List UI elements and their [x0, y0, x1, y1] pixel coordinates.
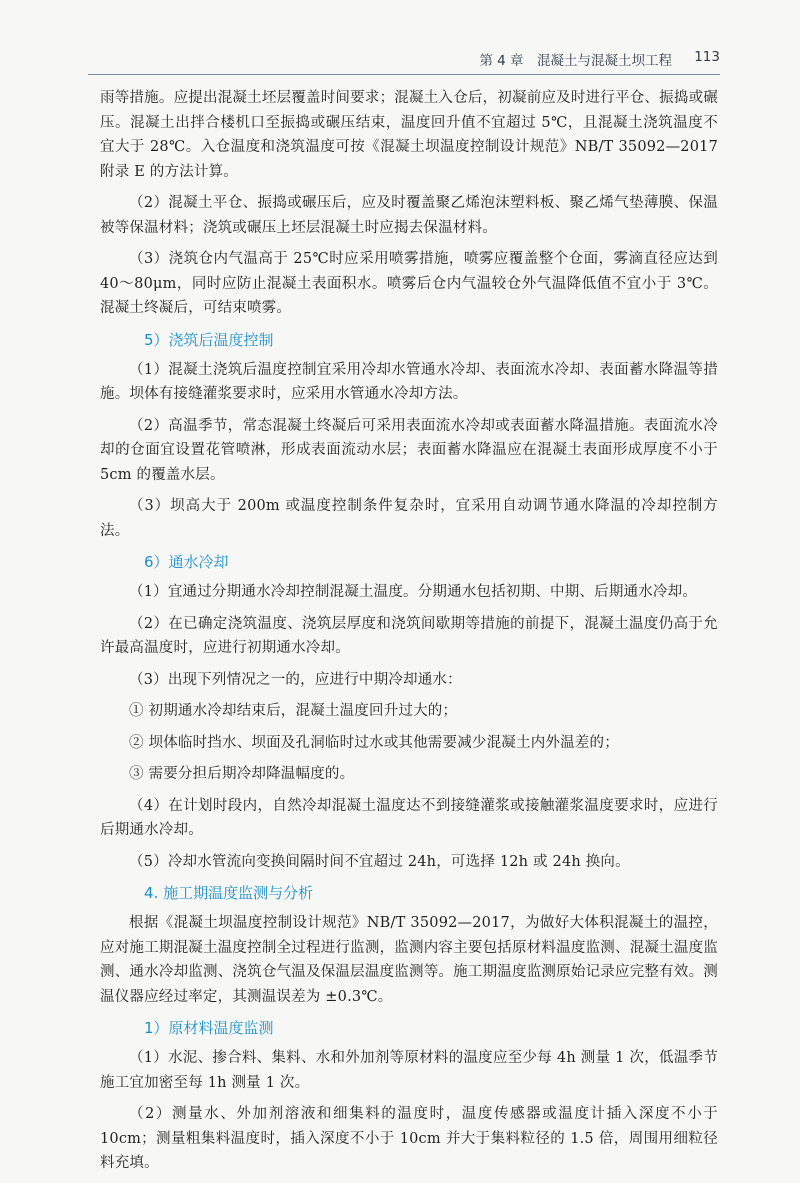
section-heading: 4. 施工期温度监测与分析	[144, 884, 314, 902]
paragraph: （2）测量水、外加剂溶液和细集料的温度时，温度传感器或温度计插入深度不小于 10cm；测量粗集料温度时，插入深度不小于 10cm 并大于集料粒径的 1.5 倍，周围用细粒径料充填。	[100, 1106, 718, 1171]
paragraph: （3）坝高大于 200m 或温度控制条件复杂时，宜采用自动调节通水降温的冷却控制方法。	[100, 498, 718, 539]
paragraph: （2）在已确定浇筑温度、浇筑层厚度和浇筑间歇期等措施的前提下，混凝土温度仍高于允许最高温度时，应进行初期通水冷却。	[100, 615, 718, 656]
paragraph: （5）冷却水管流向变换间隔时间不宜超过 24h，可选择 12h 或 24h 换向。	[129, 853, 630, 870]
chapter-title: 第 4 章 混凝土与混凝土坝工程	[479, 53, 672, 69]
paragraph: 雨等措施。应提出混凝土坯层覆盖时间要求；混凝土入仓后，初凝前应及时进行平仓、振捣或碾压。混凝土出拌合楼机口至振捣或碾压结束，温度回升值不宜超过 5℃，且混凝土浇筑温度不宜大于 28℃。入仓温度和浇筑温度可按《混凝土坝温度控制设计规范》NB/T 35092—2017 附录 E 的方法计算。	[100, 90, 718, 180]
subsection-heading: 1）原材料温度监测	[144, 1019, 274, 1037]
paragraph: （3）出现下列情况之一的，应进行中期冷却通水：	[129, 671, 462, 688]
paragraph: （1）宜通过分期通水冷却控制混凝土温度。分期通水包括初期、中期、后期通水冷却。	[129, 584, 698, 600]
page-body	[100, 86, 718, 1183]
paragraph: （2）高温季节，常态混凝土终凝后可采用表面流水冷却或表面蓄水降温措施。表面流水冷却的仓面宜设置花管喷淋，形成表面流动水层；表面蓄水降温应在混凝土表面形成厚度不小于 5cm 的覆盖水层。	[100, 417, 718, 483]
paragraph: （1）混凝土浇筑后温度控制宜采用冷却水管通水冷却、表面流水冷却、表面蓄水降温等措施。坝体有接缝灌浆要求时，应采用水管通水冷却方法。	[100, 361, 718, 402]
running-header	[88, 44, 720, 75]
paragraph: （3）浇筑仓内气温高于 25℃时应采用喷雾措施，喷雾应覆盖整个仓面，雾滴直径应达到 40～80μm，同时应防止混凝土表面积水。喷雾后仓内气温较仓外气温降低值不宜小于 3℃。混凝土终凝后，可结束喷雾。	[100, 251, 718, 316]
list-item: ① 初期通水冷却结束后，混凝土温度回升过大的；	[129, 703, 458, 719]
subsection-heading: 5）浇筑后温度控制	[144, 330, 274, 349]
paragraph: （1）水泥、掺合料、集料、水和外加剂等原材料的温度应至少每 4h 测量 1 次，低温季节施工宜加密至每 1h 测量 1 次。	[100, 1050, 718, 1091]
paragraph: （4）在计划时段内，自然冷却混凝土温度达不到接缝灌浆或接触灌浆温度要求时，应进行后期通水冷却。	[100, 797, 718, 838]
list-item: ② 坝体临时挡水、坝面及孔洞临时过水或其他需要减少混凝土内外温差的；	[129, 734, 619, 751]
page-number: 113	[694, 49, 720, 65]
list-item: ③ 需要分担后期冷却降温幅度的。	[129, 766, 355, 782]
paragraph: 根据《混凝土坝温度控制设计规范》NB/T 35092—2017，为做好大体积混凝土的温控，应对施工期混凝土温度控制全过程进行监测，监测内容主要包括原材料温度监测、混凝土温度监测、通水冷却监测、浇筑仓气温及保温层温度监测等。施工期温度监测原始记录应完整有效。测温仪器应经过率定，其测温误差为 ±0.3℃。	[100, 915, 718, 1005]
subsection-heading: 6）通水冷却	[144, 553, 229, 571]
paragraph: （2）混凝土平仓、振捣或碾压后，应及时覆盖聚乙烯泡沫塑料板、聚乙烯气垫薄膜、保温被等保温材料；浇筑或碾压上坯层混凝土时应揭去保温材料。	[100, 195, 718, 236]
